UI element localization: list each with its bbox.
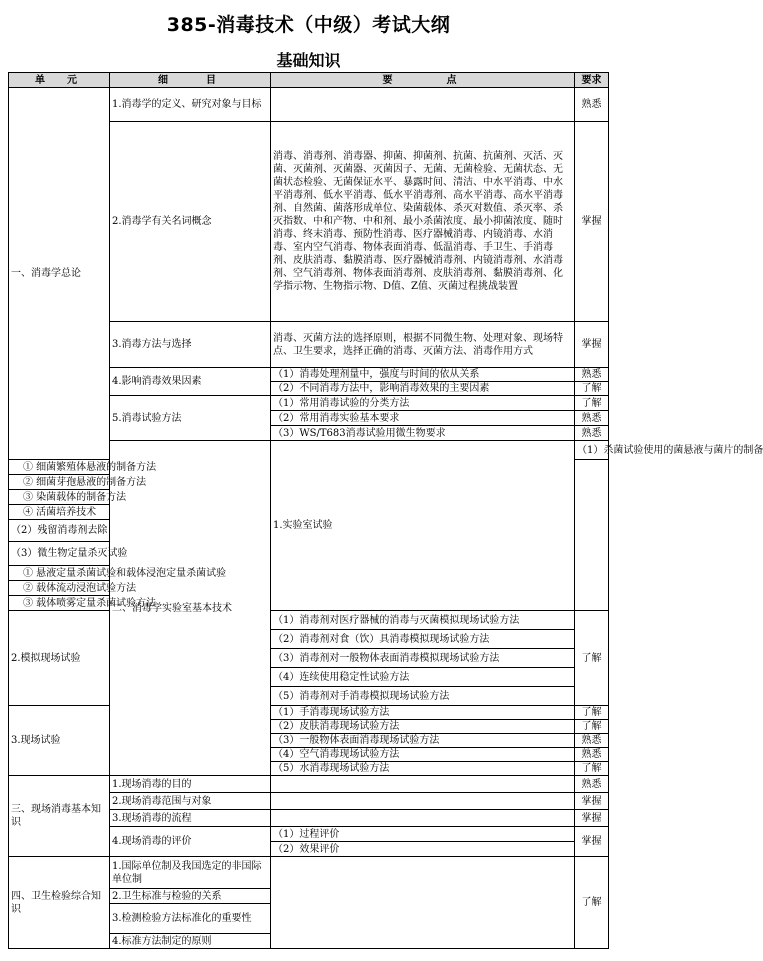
syllabus-table [8, 72, 763, 949]
point-cell: （2）残留消毒剂去除 [9, 520, 110, 542]
requirement-cell: 熟悉 [575, 368, 609, 382]
point-cell: ① 悬液定量杀菌试验和载体浸泡定量杀菌试验 [9, 566, 110, 581]
point-cell: ④ 活菌培养技术 [9, 505, 110, 520]
requirement-cell: 熟悉 [575, 411, 609, 426]
header-unit: 单 元 [9, 73, 110, 88]
item-cell: 3.检测检验方法标准化的重要性 [110, 904, 271, 934]
point-cell: （3）WS/T683消毒试验用微生物要求 [271, 426, 575, 441]
point-cell: 消毒、灭菌方法的选择原则，根据不同微生物、处理对象、现场特点、卫生要求，选择正确的消毒、灭菌方法、消毒作用方式 [271, 322, 575, 368]
point-cell: （2）常用消毒实验基本要求 [271, 411, 575, 426]
item-cell: 3.消毒方法与选择 [110, 322, 271, 368]
point-cell: （5）消毒剂对手消毒模拟现场试验方法 [271, 687, 575, 706]
item-cell: 2.消毒学有关名词概念 [110, 122, 271, 322]
point-cell: ③ 载体喷雾定量杀菌试验方法 [9, 596, 110, 611]
requirement-cell: 掌握 [575, 810, 609, 827]
item-cell: 1.消毒学的定义、研究对象与目标 [110, 88, 271, 122]
table-header-row [9, 73, 609, 88]
unit-name: 二、消毒学实验室基本技术 [110, 441, 271, 776]
table-row [9, 611, 609, 630]
item-cell: 2.现场消毒范围与对象 [110, 793, 271, 810]
point-cell: ① 细菌繁殖体悬液的制备方法 [9, 460, 110, 475]
point-cell: （3）微生物定量杀灭试验 [9, 542, 110, 566]
page-title: 385-消毒技术（中级）考试大纲 [166, 14, 451, 36]
item-cell: 4.现场消毒的评价 [110, 827, 271, 857]
unit-name: 三、现场消毒基本知识 [9, 776, 110, 857]
requirement-cell: 掌握 [575, 793, 609, 810]
point-cell: （1）过程评价 [271, 827, 575, 842]
item-cell: 2.模拟现场试验 [9, 611, 110, 706]
header-point: 要 点 [271, 73, 575, 88]
point-cell: ③ 染菌载体的制备方法 [9, 490, 110, 505]
point-cell [271, 88, 575, 122]
requirement-cell: 了解 [575, 857, 609, 949]
requirement-cell: 熟悉 [575, 734, 609, 748]
point-cell: （5）水消毒现场试验方法 [271, 762, 575, 776]
point-cell [271, 810, 575, 827]
requirement-cell: 熟悉 [575, 426, 609, 441]
point-cell: （2）消毒剂对食（饮）具消毒模拟现场试验方法 [271, 630, 575, 649]
requirement-cell: 了解 [575, 720, 609, 734]
item-cell: 4.影响消毒效果因素 [110, 368, 271, 396]
point-cell [271, 857, 575, 949]
item-cell: 4.标准方法制定的原则 [110, 934, 271, 949]
requirement-cell: 了解 [575, 706, 609, 720]
requirement-cell: 了解 [575, 611, 609, 706]
item-cell: 3.现场消毒的流程 [110, 810, 271, 827]
point-cell [271, 776, 575, 793]
header-requirement: 要求 [575, 73, 609, 88]
requirement-cell: 了解 [575, 396, 609, 411]
point-cell: （2）皮肤消毒现场试验方法 [271, 720, 575, 734]
point-cell: （1）消毒剂对医疗器械的消毒与灭菌模拟现场试验方法 [271, 611, 575, 630]
unit-name: 四、卫生检验综合知识 [9, 857, 110, 949]
point-cell: （4）连续使用稳定性试验方法 [271, 668, 575, 687]
item-cell: 1.实验室试验 [271, 441, 575, 611]
item-cell: 1.现场消毒的目的 [110, 776, 271, 793]
table-row [9, 857, 609, 889]
point-cell: （1）常用消毒试验的分类方法 [271, 396, 575, 411]
item-cell: 1.国际单位制及我国选定的非国际单位制 [110, 857, 271, 889]
point-cell: （1）杀菌试验使用的菌悬液与菌片的制备 [575, 441, 609, 460]
point-cell: ② 载体流动浸泡试验方法 [9, 581, 110, 596]
requirement-cell: 掌握 [575, 322, 609, 368]
item-cell: 2.卫生标准与检验的关系 [110, 889, 271, 904]
table-row [9, 776, 609, 793]
requirement-cell: 熟悉 [575, 776, 609, 793]
point-cell [271, 793, 575, 810]
requirement-cell: 熟悉 [575, 88, 609, 122]
point-cell: （2）不同消毒方法中，影响消毒效果的主要因素 [271, 382, 575, 396]
point-cell: （1）消毒处理剂量中，强度与时间的依从关系 [271, 368, 575, 382]
requirement-cell: 掌握 [575, 122, 609, 322]
point-cell: 消毒、消毒剂、消毒器、抑菌、抑菌剂、抗菌、抗菌剂、灭活、灭菌、灭菌剂、灭菌器、灭菌因子、无菌、无菌检验、无菌状态、无菌状态检验、无菌保证水平、暴露时间、清洁、中水平消毒、中水平消毒剂、低水平消毒、低水平消毒剂、高水平消毒、高水平消毒剂、自然菌、菌落形成单位、染菌载体、杀灭对数值、杀灭率、杀灭指数、中和产物、中和剂、最小杀菌浓度、最小抑菌浓度、随时消毒、终末消毒、预防性消毒、医疗器械消毒、内镜消毒、水消毒、室内空气消毒、物体表面消毒、低温消毒、手卫生、手消毒剂、皮肤消毒、黏膜消毒、医疗器械消毒剂、内镜消毒剂、水消毒剂、空气消毒剂、物体表面消毒剂、皮肤消毒剂、黏膜消毒剂、化学指示物、生物指示物、D值、Z值、灭菌过程挑战装置 [271, 122, 575, 322]
unit-name: 一、消毒学总论 [9, 88, 110, 460]
requirement-cell: 了解 [575, 762, 609, 776]
table-row [9, 88, 609, 122]
section-title: 基础知识 [276, 51, 341, 70]
requirement-cell: 熟悉 [575, 748, 609, 762]
point-cell: ② 细菌芽孢悬液的制备方法 [9, 475, 110, 490]
table-row [9, 706, 609, 720]
header-item: 细 目 [110, 73, 271, 88]
requirement-cell: 掌握 [575, 827, 609, 857]
point-cell: （3）一般物体表面消毒现场试验方法 [271, 734, 575, 748]
item-cell: 5.消毒试验方法 [110, 396, 271, 441]
requirement-cell: 了解 [575, 382, 609, 396]
point-cell: （4）空气消毒现场试验方法 [271, 748, 575, 762]
item-cell: 3.现场试验 [9, 706, 110, 776]
point-cell: （3）消毒剂对一般物体表面消毒模拟现场试验方法 [271, 649, 575, 668]
point-cell: （2）效果评价 [271, 842, 575, 857]
point-cell: （1）手消毒现场试验方法 [271, 706, 575, 720]
